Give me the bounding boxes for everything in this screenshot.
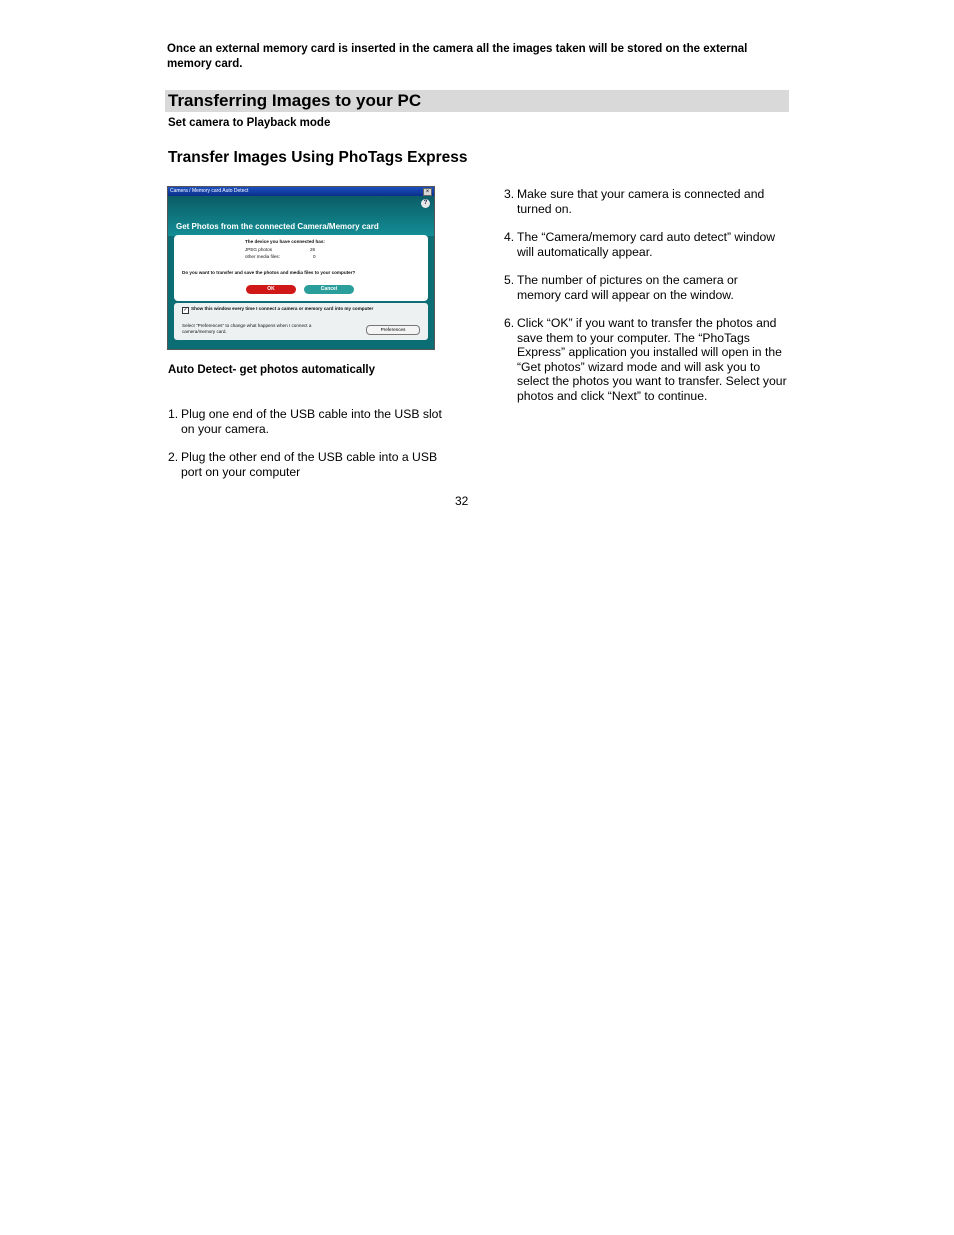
cancel-button[interactable]: Cancel bbox=[304, 285, 354, 294]
step-text: Make sure that your camera is connected and bbox=[517, 187, 765, 201]
step-text-cont: save them to your computer. The “PhoTags Express” application you installed will open in the “Get photos” wizard mode and will ask you to select the photos you want to transfer. Select your photos and click “Next” to continue. bbox=[517, 330, 787, 403]
media-label: other media files: bbox=[245, 254, 280, 259]
left-steps-list bbox=[168, 407, 458, 493]
step-text-cont: will automatically appear. bbox=[517, 244, 653, 259]
checkbox-label: Show this window every time I connect a camera or memory card into my computer bbox=[191, 306, 374, 311]
list-item bbox=[504, 316, 794, 404]
step-text: Plug the other end of the USB cable into a USB bbox=[181, 449, 438, 464]
intro-paragraph: Once an external memory card is inserted in the camera all the images taken will be stored on the external memory card. bbox=[167, 43, 748, 70]
media-count: 0 bbox=[313, 254, 316, 259]
list-item bbox=[504, 273, 794, 302]
list-item bbox=[504, 187, 794, 216]
help-icon[interactable]: ? bbox=[421, 199, 430, 208]
list-item bbox=[168, 450, 458, 479]
jpeg-count: 26 bbox=[310, 247, 316, 252]
ok-button[interactable]: OK bbox=[246, 285, 296, 294]
heading: Transfer Images Using PhoTags Express bbox=[168, 149, 468, 166]
device-label: The device you have connected has: bbox=[245, 239, 325, 244]
close-icon[interactable]: × bbox=[423, 188, 432, 196]
step-number: 3. bbox=[504, 187, 515, 201]
preferences-button[interactable]: Preferences bbox=[366, 325, 420, 335]
preferences-hint-cont: camera/memory card. bbox=[182, 329, 227, 334]
step-text-cont: port on your computer bbox=[181, 464, 301, 479]
preferences-hint: Select "Preferences" to change what happens when I connect a bbox=[182, 323, 312, 328]
dialog-options-panel bbox=[174, 303, 428, 340]
step-text-cont: on your camera. bbox=[181, 421, 270, 436]
step-text-cont: memory card will appear on the window. bbox=[517, 287, 734, 302]
step-text-cont: turned on. bbox=[517, 201, 572, 216]
dialog-heading: Get Photos from the connected Camera/Memory card bbox=[176, 222, 379, 231]
step-number: 6. bbox=[504, 315, 515, 330]
auto-detect-dialog-screenshot bbox=[167, 186, 435, 350]
page-number: 32 bbox=[455, 494, 469, 508]
show-window-checkbox[interactable]: ✓ bbox=[183, 307, 188, 313]
step-text: Click “OK” if you want to transfer the photos and bbox=[517, 315, 777, 330]
step-text: Plug one end of the USB cable into the USB slot bbox=[181, 407, 442, 421]
list-item bbox=[168, 407, 458, 436]
step-number: 5. bbox=[504, 272, 515, 287]
dialog-header bbox=[168, 196, 434, 236]
transfer-question: Do you want to transfer and save the photos and media files to your computer? bbox=[182, 270, 356, 275]
right-steps-list bbox=[504, 187, 794, 417]
section-title: Transferring Images to your PC bbox=[168, 91, 422, 110]
step-text: The number of pictures on the camera or bbox=[517, 272, 738, 287]
figure-caption: Auto Detect- get photos automatically bbox=[168, 364, 376, 376]
step-text: The “Camera/memory card auto detect” window bbox=[517, 229, 776, 244]
jpeg-label: JPEG photos bbox=[245, 247, 273, 252]
dialog-titlebar bbox=[168, 187, 434, 196]
step-number: 2. bbox=[168, 449, 179, 464]
list-item bbox=[504, 230, 794, 259]
subtitle: Set camera to Playback mode bbox=[168, 117, 331, 129]
dialog-info-panel bbox=[174, 235, 428, 301]
dialog-title: Camera / Memory card Auto Detect bbox=[170, 188, 249, 194]
step-number: 1. bbox=[168, 407, 179, 421]
step-number: 4. bbox=[504, 229, 515, 244]
